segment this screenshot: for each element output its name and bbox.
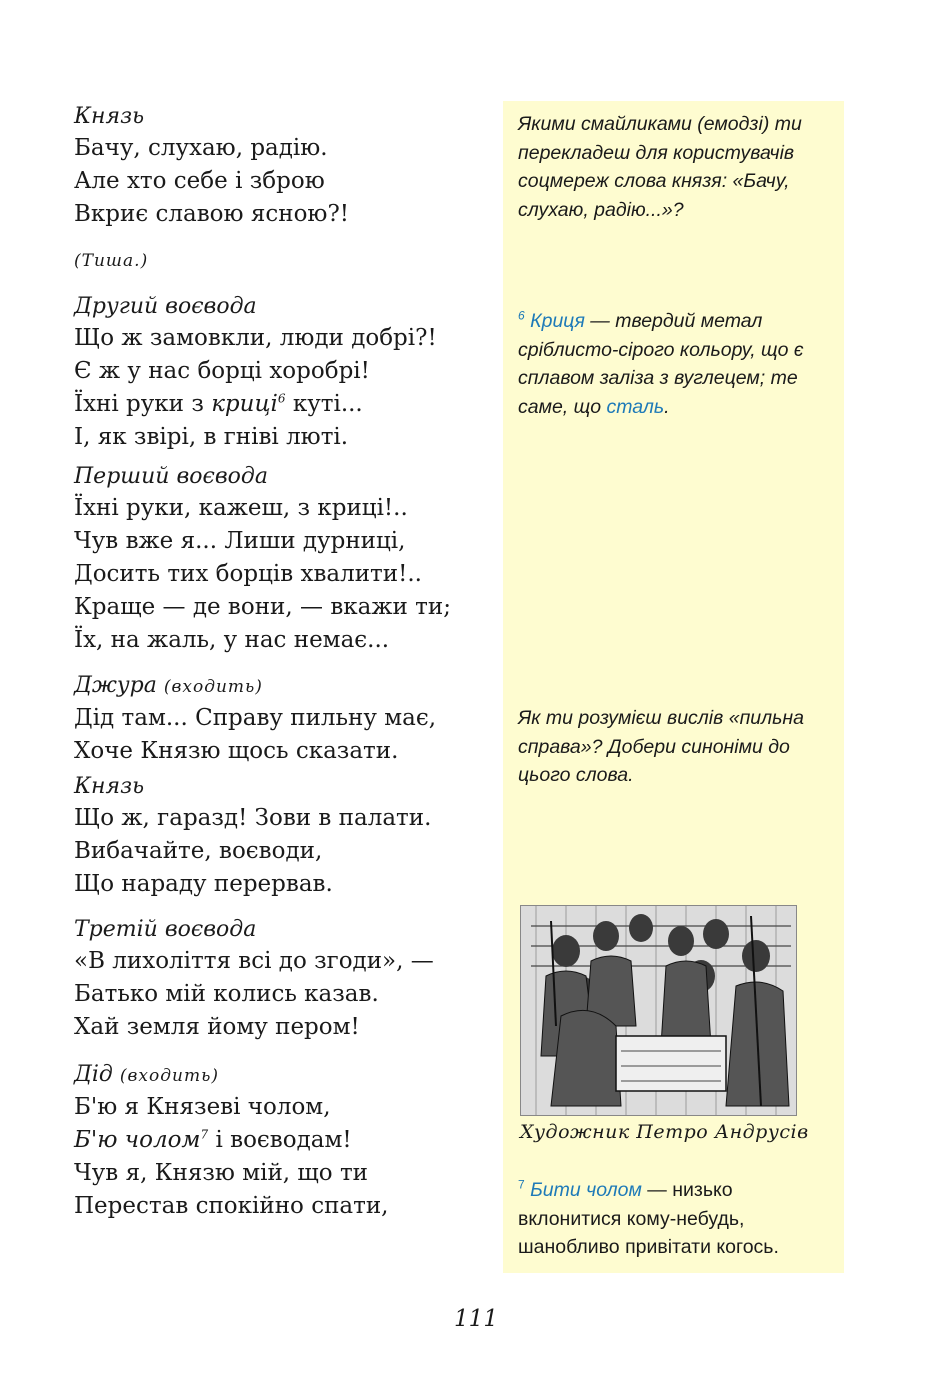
council-scene-image bbox=[521, 906, 796, 1115]
speaker-name bbox=[74, 1060, 494, 1091]
speaker-label: Джура bbox=[74, 673, 157, 698]
footnote-term: Криця bbox=[530, 310, 585, 332]
dialogue-block-squire bbox=[74, 671, 494, 768]
verse-line: Батько мій колись казав. bbox=[74, 981, 379, 1007]
verse-line: Досить тих борців хвалити!.. bbox=[74, 561, 422, 587]
verse-line: Що ж, гаразд! Зови в палати. bbox=[74, 805, 432, 831]
dialogue-block-first-voivode bbox=[74, 462, 494, 657]
verse-line: Бачу, слухаю, радію. bbox=[74, 135, 328, 161]
speaker-name: Другий воєвода bbox=[74, 294, 257, 319]
speaker-name: Князь bbox=[74, 774, 145, 799]
question-emoji: Якими смайликами (емодзі) ти перекладеш для користувачів соцмереж слова князя: «Бачу, слухаю, радію...»? bbox=[518, 113, 802, 221]
page-number: 111 bbox=[454, 1306, 498, 1332]
dialogue-block-prince-1 bbox=[74, 102, 494, 231]
verse-line bbox=[74, 1124, 494, 1157]
stage-direction: (входить) bbox=[163, 677, 263, 697]
verse-line: Їхні руки, кажеш, з криці!.. bbox=[74, 495, 408, 521]
verse-line: Вибачайте, воєводи, bbox=[74, 838, 323, 864]
verse-line: І, як звірі, в гніві люті. bbox=[74, 424, 349, 450]
verse-line: Чув я, Князю мій, що ти bbox=[74, 1160, 369, 1186]
footnote-text: — твердий метал сріблисто-сірого кольору, що є сплавом заліза з вуглецем; те саме, що bbox=[518, 310, 804, 418]
footnote-6 bbox=[518, 307, 838, 421]
verse-line: Дід там... Справу пильну має, bbox=[74, 705, 437, 731]
dialogue-block-second-voivode bbox=[74, 292, 494, 454]
footnote-term: Бити чолом bbox=[530, 1179, 642, 1201]
verse-line: «В лихоліття всі до згоди», — bbox=[74, 948, 434, 974]
verse-line: Що нараду перервав. bbox=[74, 871, 333, 897]
verse-text: куті... bbox=[285, 391, 363, 417]
dialogue-block-prince-2 bbox=[74, 772, 494, 901]
speaker-name: Князь bbox=[74, 104, 145, 129]
footnote-end: . bbox=[664, 395, 670, 418]
speaker-name bbox=[74, 671, 494, 702]
verse-line: Є ж у нас борці хоробрі! bbox=[74, 358, 370, 384]
verse-line: Їх, на жаль, у нас немає... bbox=[74, 627, 390, 653]
speaker-name: Третій воєвода bbox=[74, 917, 257, 942]
footnoted-word: криці bbox=[211, 391, 278, 417]
footnote-link-word: сталь bbox=[606, 395, 665, 418]
footnote-marker: 6 bbox=[277, 391, 286, 406]
verse-line: Перестав спокійно спати, bbox=[74, 1193, 389, 1219]
dialogue-block-old-man bbox=[74, 1060, 494, 1223]
verse-line: Хоче Князю щось сказати. bbox=[74, 738, 399, 764]
footnoted-word: Б'ю чолом bbox=[74, 1127, 201, 1153]
verse-text: Їхні руки з bbox=[74, 391, 212, 417]
footnote-marker: 7 bbox=[200, 1127, 209, 1142]
verse-line: Хай земля йому пером! bbox=[74, 1014, 360, 1040]
verse-line bbox=[74, 388, 494, 421]
question-phrase: Як ти розумієш вислів «пильна справа»? Добери синоніми до цього слова. bbox=[518, 707, 804, 786]
engraving-illustration bbox=[520, 905, 797, 1116]
stage-direction: (Тиша.) bbox=[74, 251, 149, 271]
footnote-text: — низько вклонитися кому-небудь, шанобливо привітати когось. bbox=[518, 1179, 779, 1258]
dialogue-block-third-voivode bbox=[74, 915, 494, 1044]
verse-line: Вкриє славою ясною?! bbox=[74, 201, 350, 227]
footnote-number: 7 bbox=[518, 1177, 525, 1192]
poem-text bbox=[74, 102, 494, 1223]
stage-direction: (входить) bbox=[119, 1066, 219, 1086]
footnote-number: 6 bbox=[518, 308, 525, 323]
verse-line: Краще — де вони, — вкажи ти; bbox=[74, 594, 451, 620]
verse-line: Б'ю я Князеві чолом, bbox=[74, 1094, 331, 1120]
speaker-label: Дід bbox=[74, 1062, 113, 1087]
margin-sidebar bbox=[503, 101, 844, 1273]
verse-line: Чув вже я... Лиши дурниці, bbox=[74, 528, 406, 554]
footnote-7 bbox=[518, 1176, 838, 1262]
speaker-name: Перший воєвода bbox=[74, 464, 268, 489]
verse-text: і воєводам! bbox=[208, 1127, 352, 1153]
verse-line: Але хто себе і зброю bbox=[74, 168, 325, 194]
verse-line: Що ж замовкли, люди добрі?! bbox=[74, 325, 437, 351]
illustration-caption: Художник Петро Андрусів bbox=[520, 1121, 809, 1143]
